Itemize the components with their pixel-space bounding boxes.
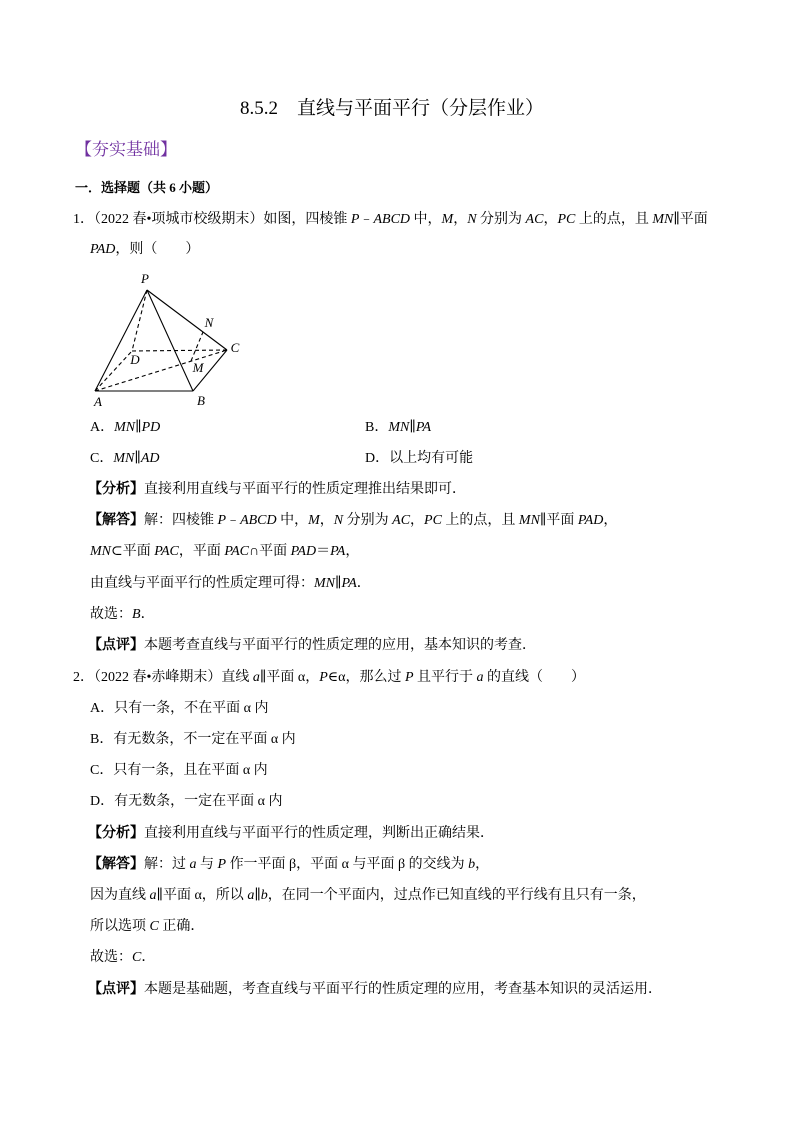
math-variable: PD (141, 420, 161, 435)
analysis-label: 【分析】 (88, 482, 144, 497)
math-variable: PAC (154, 544, 179, 559)
math-variable: N (467, 212, 477, 227)
math-variable: AC (525, 212, 544, 227)
option-text: 以上均有可能 (389, 451, 474, 466)
option-key: D． (90, 794, 115, 809)
math-variable: a (247, 888, 255, 903)
math-variable: P (350, 212, 360, 227)
question-2-option-b[interactable] (90, 730, 296, 750)
math-variable: PC (424, 513, 442, 528)
option-key: C． (90, 451, 114, 466)
question-2-solution-line-3: 所以选项 C 正确． (90, 919, 205, 934)
math-variable: b (260, 888, 268, 903)
option-key: B． (90, 732, 114, 747)
option-text: MN∥AD (113, 451, 160, 466)
page-title: 8.5.2 直线与平面平行（分层作业） (239, 98, 544, 119)
analysis-text: 直接利用直线与平面平行的性质定理，判断出正确结果． (144, 826, 494, 841)
point-label-n: N (204, 315, 214, 330)
question-1-solution-line-3: 由直线与平面平行的性质定理可得：MN∥PA． (90, 576, 371, 591)
math-variable: B (132, 607, 141, 622)
math-variable: PA (341, 576, 357, 591)
math-variable: PAD (577, 513, 604, 528)
math-variable: a (189, 857, 197, 872)
option-text: 只有一条，且在平面 α 内 (113, 763, 268, 778)
math-variable: P (217, 513, 227, 528)
question-number: 2． (73, 670, 94, 685)
vertex-label-a: A (94, 394, 102, 409)
math-variable: MN (388, 420, 410, 435)
question-1-answer: 故选：B． (90, 607, 155, 622)
question-1-solution-line-2: MN⊂平面 PAC，平面 PAC∩平面 PAD＝PA， (90, 544, 360, 559)
option-text: 有无数条，一定在平面 α 内 (114, 794, 283, 809)
math-variable: MN (518, 513, 540, 528)
question-stem-text: （2022 春•项城市校级期末）如图，四棱锥 P﹣ABCD 中，M，N 分别为 AC，PC 上的点，且 MN∥平面 (94, 212, 708, 227)
question-1-analysis (88, 480, 466, 500)
section-heading: 【夯实基础】 (75, 140, 177, 159)
math-variable: C (149, 919, 159, 934)
segment-mn (191, 332, 203, 361)
question-1-option-c[interactable] (90, 449, 159, 469)
question-1-option-a[interactable] (90, 418, 160, 438)
math-variable: M (308, 513, 320, 528)
option-text: MN∥PA (388, 420, 432, 435)
math-variable: ABCD (373, 212, 411, 227)
edge-ad (95, 351, 132, 391)
math-variable: PAC (224, 544, 250, 559)
math-variable: a (476, 670, 484, 685)
pyramid-figure (85, 268, 250, 413)
edge-pc (147, 290, 227, 350)
question-2-option-a[interactable] (90, 699, 268, 719)
math-variable: a (252, 670, 260, 685)
edge-pb (147, 290, 193, 391)
vertex-label-d: D (130, 352, 140, 367)
option-text: 只有一条，不在平面 α 内 (114, 701, 269, 716)
question-1-comment (88, 636, 536, 656)
question-number: 1． (73, 212, 94, 227)
comment-text: 本题是基础题，考查直线与平面平行的性质定理的应用，考查基本知识的灵活运用． (144, 982, 662, 997)
math-variable: M (441, 212, 454, 227)
math-variable: P (404, 670, 414, 685)
question-2-stem (73, 668, 585, 688)
math-variable: C (132, 950, 142, 965)
edge-pa (95, 290, 147, 391)
math-variable: PA (415, 420, 432, 435)
math-variable: ABCD (240, 513, 277, 528)
question-2-analysis (88, 824, 494, 844)
math-variable: P (217, 857, 227, 872)
option-key: C． (90, 763, 114, 778)
question-1-option-d[interactable] (365, 449, 473, 469)
edge-dc (132, 350, 227, 351)
vertex-label-c: C (230, 340, 240, 355)
solution-label: 【解答】 (88, 513, 144, 528)
math-variable: MN (652, 212, 674, 227)
option-key: B． (365, 420, 389, 435)
solution-label: 【解答】 (88, 857, 144, 872)
question-stem-text: （2022 春•赤峰期末）直线 a∥平面 α，P∈α，那么过 P 且平行于 a 的直线（ ） (94, 670, 586, 685)
question-1-stem-line-2: PAD，则（ ） (90, 242, 200, 257)
math-variable: MN (114, 420, 136, 435)
option-text: 有无数条，不一定在平面 α 内 (113, 732, 296, 747)
math-variable: a (149, 888, 157, 903)
math-variable: MN (90, 544, 111, 559)
math-variable: PA (330, 544, 346, 559)
math-variable: P (319, 670, 328, 685)
edge-pd (132, 290, 147, 351)
math-variable: AC (392, 513, 411, 528)
analysis-label: 【分析】 (88, 826, 144, 841)
math-variable: PC (557, 212, 576, 227)
point-label-m: M (192, 360, 204, 375)
comment-label: 【点评】 (88, 638, 144, 653)
math-variable: PAD (290, 544, 317, 559)
diagonal-ac (95, 350, 227, 391)
question-2-solution-line-1 (88, 855, 489, 875)
analysis-text: 直接利用直线与平面平行的性质定理推出结果即可． (144, 482, 466, 497)
question-2-comment (88, 980, 662, 1000)
question-2-answer: 故选：C． (90, 950, 156, 965)
question-2-option-d[interactable] (90, 792, 282, 812)
question-2-option-c[interactable] (90, 761, 268, 781)
option-key: A． (90, 701, 115, 716)
option-key: D． (365, 451, 390, 466)
option-key: A． (90, 420, 115, 435)
math-variable: N (333, 513, 344, 528)
question-1-solution-line-1 (88, 511, 617, 531)
part-heading: 一．选择题（共 6 小题） (75, 180, 219, 195)
vertex-label-b: B (197, 393, 205, 408)
vertex-label-p: P (141, 271, 149, 286)
solution-text: 解：过 a 与 P 作一平面 β，平面 α 与平面 β 的交线为 b， (144, 857, 490, 872)
math-variable: MN (113, 451, 135, 466)
math-variable: PAD (90, 242, 116, 257)
solution-text: 解：四棱锥 P﹣ABCD 中，M，N 分别为 AC，PC 上的点，且 MN∥平面 PAD， (144, 513, 618, 528)
question-1-stem-line-1 (73, 210, 708, 230)
option-text: MN∥PD (114, 420, 161, 435)
math-variable: AD (140, 451, 160, 466)
question-2-solution-line-2: 因为直线 a∥平面 α，所以 a∥b，在同一个平面内，过点作已知直线的平行线有且只有一条， (90, 888, 646, 903)
comment-label: 【点评】 (88, 982, 144, 997)
math-variable: b (468, 857, 476, 872)
question-1-option-b[interactable] (365, 418, 431, 438)
comment-text: 本题考查直线与平面平行的性质定理的应用，基本知识的考查． (144, 638, 536, 653)
math-variable: MN (314, 576, 335, 591)
